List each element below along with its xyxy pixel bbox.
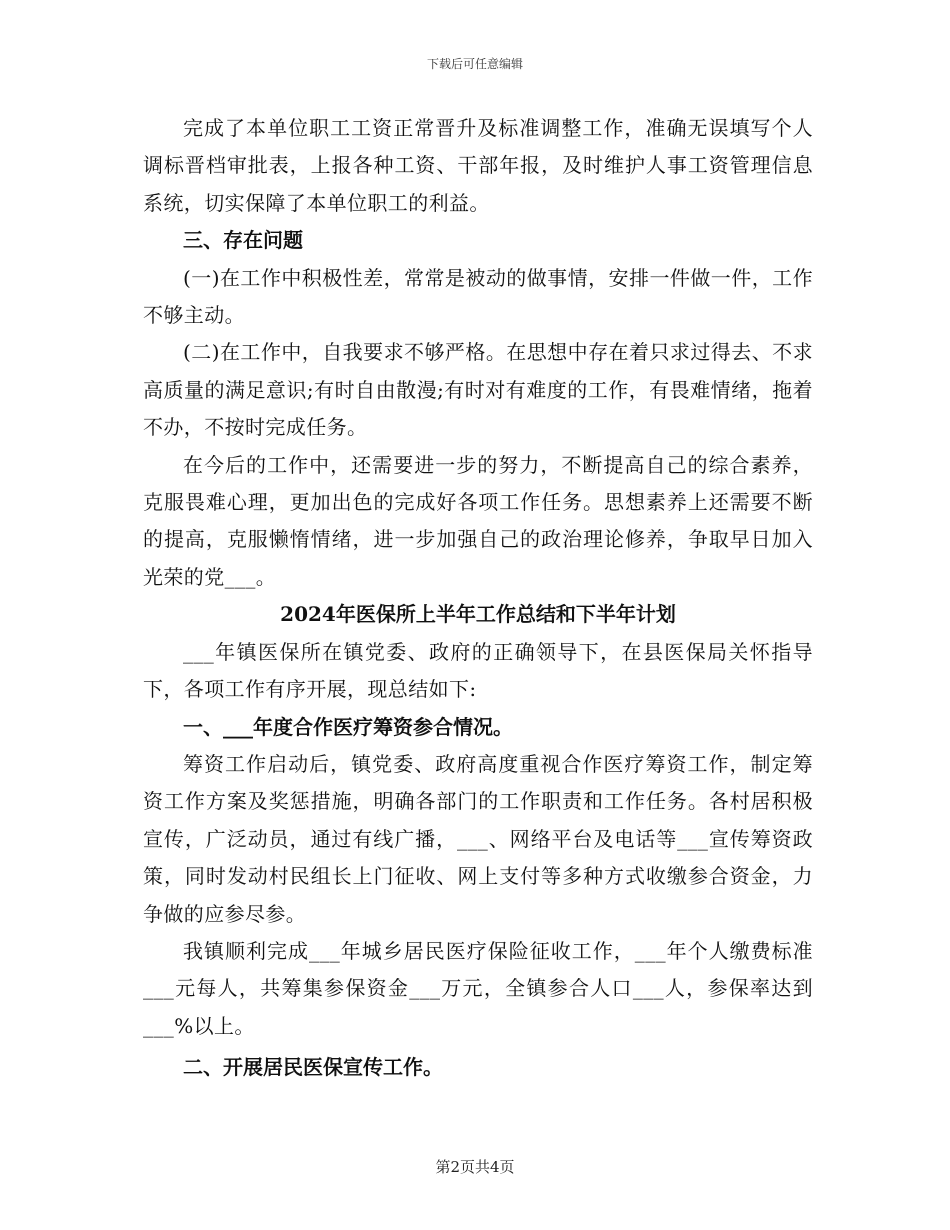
paragraph-problem-2: (二)在工作中，自我要求不够严格。在思想中存在着只求过得去、不求高质量的满足意识;有时自由散漫;有时对有难度的工作，有畏难情绪，拖着不办，不按时完成任务。 [143,340,813,440]
document-title: 2024年医保所上半年工作总结和下半年计划 [280,602,676,627]
paragraph-financing: 筹资工作启动后，镇党委、政府高度重视合作医疗筹资工作，制定筹资工作方案及奖惩措施，明确各部门的工作职责和工作任务。各村居积极宣传，广泛动员，通过有线广播，___、网络平台及电话等___宣传筹资政策，同时发动村民组长上门征收、网上支付等多种方式收缴参合资金，力争做的应参尽参。 [143,751,813,926]
document-body [143,110,813,1087]
paragraph-future-work: 在今后的工作中，还需要进一步的努力，不断提高自己的综合素养，克服畏难心理，更加出色的完成好各项工作任务。思想素养上还需要不断的提高，克服懒惰情绪，进一步加强自己的政治理论修养，争取早日加入光荣的党___。 [143,452,813,589]
paragraph-collection-result: 我镇顺利完成___年城乡居民医疗保险征收工作，___年个人缴费标准___元每人，共筹集参保资金___万元，全镇参合人口___人，参保率达到___%以上。 [143,938,813,1038]
section-heading-financing: 一、___年度合作医疗筹资参合情况。 [183,714,513,739]
paragraph-intro: ___年镇医保所在镇党委、政府的正确领导下，在县医保局关怀指导下，各项工作有序开展，现总结如下: [143,639,813,702]
page-header: 下载后可任意编辑 [426,57,523,71]
paragraph-wage-adjustment: 完成了本单位职工工资正常晋升及标准调整工作，准确无误填写个人调标晋档审批表，上报各种工资、干部年报，及时维护人事工资管理信息系统，切实保障了本单位职工的利益。 [143,116,813,215]
page-number: 第2页共4页 [435,1158,515,1176]
section-heading-problems: 三、存在问题 [183,228,303,253]
section-heading-publicity: 二、开展居民医保宣传工作。 [183,1055,443,1080]
paragraph-problem-1: (一)在工作中积极性差，常常是被动的做事情，安排一件做一件，工作不够主动。 [143,265,813,328]
